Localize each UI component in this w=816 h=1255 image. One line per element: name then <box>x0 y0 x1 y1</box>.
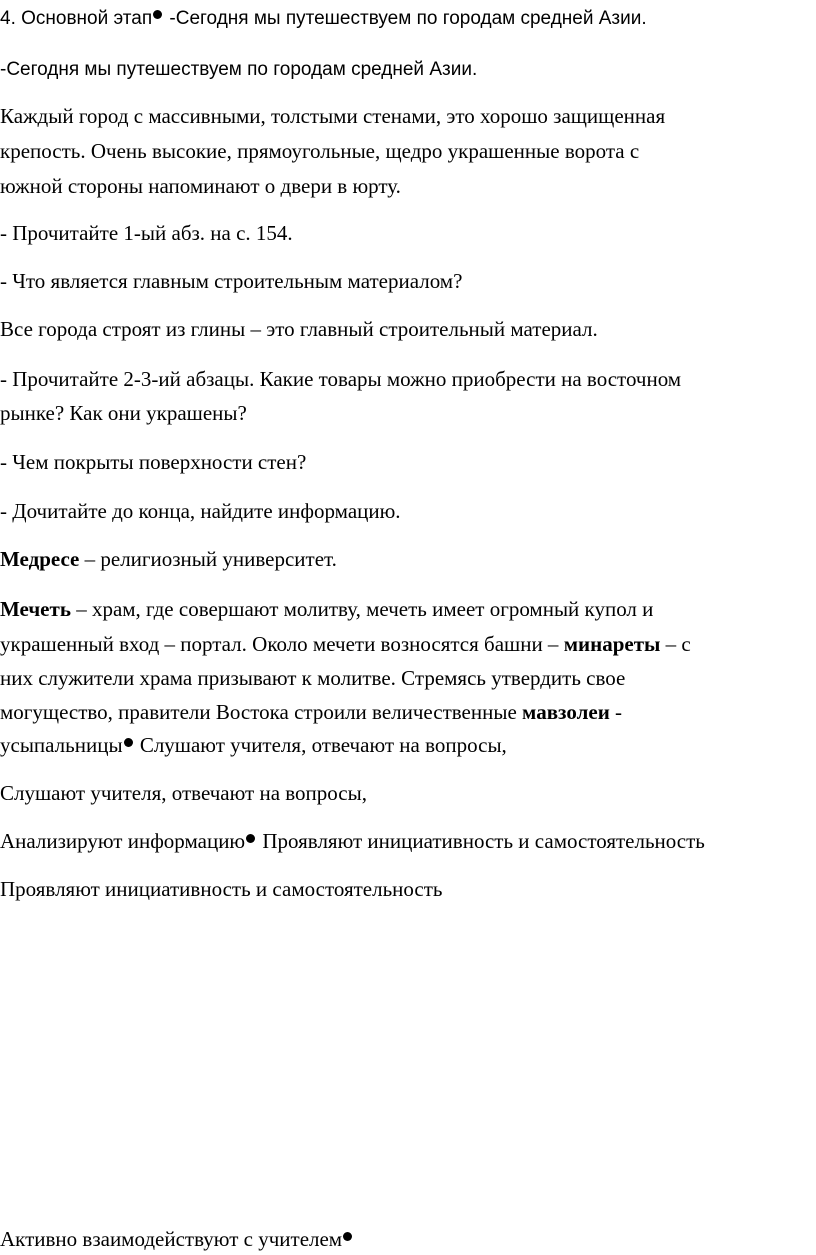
student-activity-line: Проявляют инициативность и самостоятельность <box>0 877 443 901</box>
definition-line: них служители храма призывают к молитве. Стремясь утвердить свое <box>0 666 626 690</box>
stage-heading <box>0 6 647 32</box>
stage-text: -Сегодня мы путешествуем по городам средней Азии. <box>164 8 647 29</box>
stage-label: 4. Основной этап <box>0 8 153 29</box>
task-line: рынке? Как они украшены? <box>0 401 247 425</box>
bullet-icon <box>124 738 133 747</box>
definition-line: Медресе – религиозный университет. <box>0 547 337 571</box>
bullet-icon <box>343 1232 352 1241</box>
term-mavzolei: мавзолеи <box>522 700 610 724</box>
paragraph-line: южной стороны напоминают о двери в юрту. <box>0 174 401 198</box>
bullet-icon <box>153 10 162 19</box>
student-activity-line: Анализируют информацию Проявляют инициативность и самостоятельность <box>0 829 705 853</box>
term-mechet: Мечеть <box>0 597 71 621</box>
definition-line: могущество, правители Востока строили величественные мавзолеи - <box>0 700 623 724</box>
task-line: - Прочитайте 2-3-ий абзацы. Какие товары можно приобрести на восточном <box>0 367 682 391</box>
term-medrese: Медресе <box>0 547 80 571</box>
task-line: - Прочитайте 1-ый абз. на с. 154. <box>0 221 293 245</box>
definition-line: усыпальницы Слушают учителя, отвечают на вопросы, <box>0 733 507 757</box>
question-line: - Что является главным строительным материалом? <box>0 269 463 293</box>
task-line: - Дочитайте до конца, найдите информацию. <box>0 499 401 523</box>
intro-line: -Сегодня мы путешествуем по городам средней Азии. <box>0 59 478 80</box>
student-activity-line: Слушают учителя, отвечают на вопросы, <box>0 781 367 805</box>
paragraph-line: Каждый город с массивными, толстыми стенами, это хорошо защищенная <box>0 104 666 128</box>
definition-line: украшенный вход – портал. Около мечети возносятся башни – минареты – с <box>0 632 691 656</box>
student-activity-line: Активно взаимодействуют с учителем <box>0 1226 354 1252</box>
question-line: - Чем покрыты поверхности стен? <box>0 450 307 474</box>
bullet-icon <box>246 834 255 843</box>
paragraph-line: крепость. Очень высокие, прямоугольные, щедро украшенные ворота с <box>0 139 640 163</box>
term-minarety: минареты <box>563 632 661 656</box>
definition-line: Мечеть – храм, где совершают молитву, мечеть имеет огромный купол и <box>0 597 654 621</box>
answer-line: Все города строят из глины – это главный строительный материал. <box>0 317 598 341</box>
